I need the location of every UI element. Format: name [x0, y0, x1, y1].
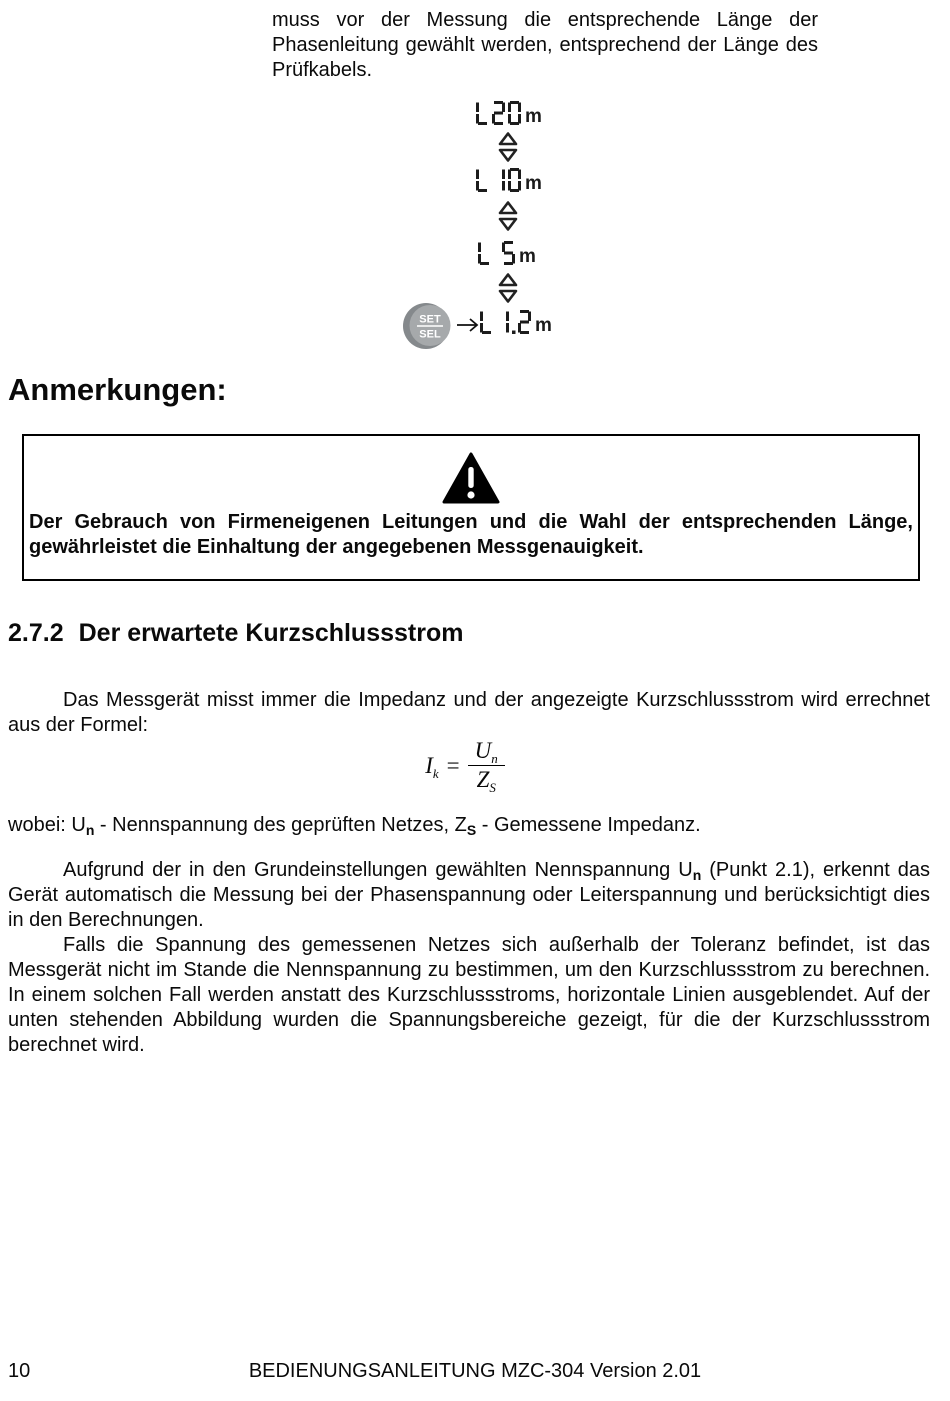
warning-box: [22, 434, 920, 581]
footer: [0, 1360, 950, 1383]
section-number: 2.7.2: [8, 619, 64, 647]
up-down-arrows-icon: [498, 132, 518, 162]
lcd-display-line: [476, 101, 542, 125]
paragraph-wobei: wobei: $U_n$ - Nennspannung des geprüften Netzes, $Z_S$ - Gemessene Impedanz.: [8, 814, 701, 838]
formula-numerator: $U_n$: [468, 738, 505, 766]
section-heading: [8, 619, 463, 648]
warning-text: Der Gebrauch von Firmeneigenen Leitungen und die Wahl der entsprechenden Länge, gewährleistet die Einhaltung der angegebenen Messgenauigkeit.: [29, 511, 913, 558]
set-sel-button: [402, 302, 456, 352]
paragraph-falls: Falls die Spannung des gemessenen Netzes sich außerhalb der Toleranz befindet, ist das Messgerät nicht im Stande die Nennspannung zu bestimmen, um den Kurzschlussstrom zu berechnen. In einem solchen Fall werden anstatt des Kurzschlussstroms, horizontale Linien ausgeblendet. Auf der unten stehenden Abbildung wurden die Spannungsbereiche gezeigt, für die der Kurzschlussstrom berechnet wird.: [8, 934, 930, 1056]
lcd-display-line: [480, 310, 552, 334]
paragraph-aufgrund: Aufgrund der in den Grundeinstellungen gewählten Nennspannung $U_n$ (Punkt 2.1), erkennt das Gerät automatisch die Messung bei der Phasenspannung oder Leiterspannung und berücksichtigt dies in den Berechnungen.: [8, 859, 930, 931]
lcd-unit: m: [519, 246, 536, 267]
lcd-value: [480, 310, 532, 334]
notes-heading: Anmerkungen:: [8, 372, 227, 407]
lcd-display-line: [476, 168, 542, 192]
warning-triangle-icon: [442, 452, 500, 504]
set-label: SET: [419, 313, 441, 326]
paragraph-impedanz: Das Messgerät misst immer die Impedanz und der angezeigte Kurzschlussstrom wird errechnet aus der Formel:: [8, 689, 930, 736]
arrow-right-icon: [456, 317, 480, 333]
formula-equals: =: [446, 752, 460, 778]
up-down-arrows-icon: [498, 273, 518, 303]
lcd-value: [476, 168, 522, 192]
sel-label: SEL: [419, 328, 441, 341]
lcd-unit: m: [525, 106, 542, 127]
lcd-display-line: [478, 241, 536, 265]
section-title: Der erwartete Kurzschlussstrom: [78, 619, 464, 647]
formula: [0, 738, 940, 793]
formula-lhs: $I_k$: [425, 752, 439, 781]
lcd-value: [476, 101, 522, 125]
formula-denominator: $Z_S$: [476, 767, 496, 795]
lcd-unit: m: [525, 173, 542, 194]
page-number: 10: [8, 1360, 31, 1382]
lcd-figure: [400, 98, 570, 363]
footer-title: BEDIENUNGSANLEITUNG MZC-304 Version 2.01: [248, 1360, 702, 1382]
lcd-unit: m: [535, 315, 552, 336]
intro-paragraph: muss vor der Messung die entsprechende Länge der Phasenleitung gewählt werden, entsprechend der Länge des Prüfkabels.: [272, 9, 818, 81]
formula-fraction: [468, 738, 505, 793]
lcd-value: [478, 241, 516, 265]
up-down-arrows-icon: [498, 201, 518, 231]
